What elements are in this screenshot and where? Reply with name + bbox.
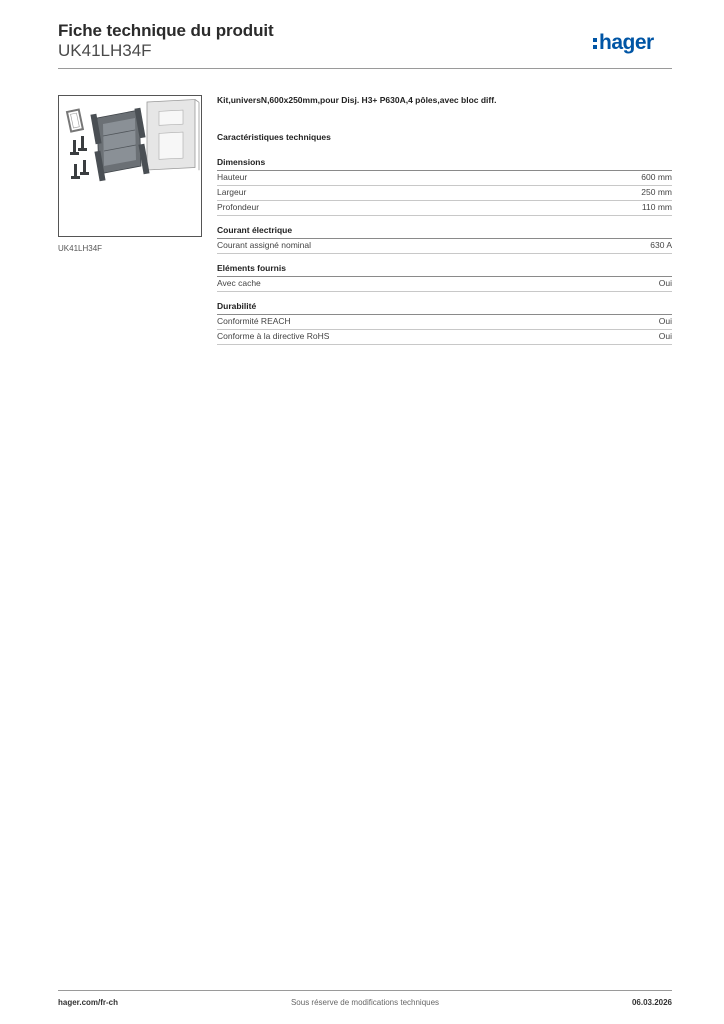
image-caption: UK41LH34F xyxy=(58,244,103,253)
spec-value: Oui xyxy=(658,278,672,288)
section-title: Dimensions xyxy=(217,157,672,171)
spec-label: Courant assigné nominal xyxy=(217,240,312,250)
spec-row xyxy=(217,186,672,201)
section-title: Eléments fournis xyxy=(217,263,672,277)
product-details xyxy=(217,95,672,354)
spec-value: Oui xyxy=(658,316,672,326)
footer-divider xyxy=(58,990,672,991)
spec-row xyxy=(217,171,672,186)
product-description: Kit,universN,600x250mm,pour Disj. H3+ P630A,4 pôles,avec bloc diff. xyxy=(217,95,497,105)
product-illustration xyxy=(59,96,201,236)
spec-row xyxy=(217,315,672,330)
footer-notice: Sous réserve de modifications techniques xyxy=(290,998,440,1007)
spec-label: Conformité REACH xyxy=(217,316,291,326)
hager-logo xyxy=(592,28,672,56)
section-title: Durabilité xyxy=(217,301,672,315)
page-title: Fiche technique du produit xyxy=(58,21,274,40)
logo-text: hager xyxy=(599,31,654,54)
page-header xyxy=(58,20,672,70)
section-supplied xyxy=(217,263,672,292)
footer-date: 06.03.2026 xyxy=(631,998,672,1007)
spec-row xyxy=(217,201,672,216)
spec-label: Conforme à la directive RoHS xyxy=(217,331,330,341)
product-image xyxy=(58,95,202,237)
spec-value: Oui xyxy=(658,331,672,341)
spec-row xyxy=(217,239,672,254)
spec-row xyxy=(217,330,672,345)
tech-heading: Caractéristiques techniques xyxy=(217,132,331,142)
header-divider xyxy=(58,68,672,69)
product-code: UK41LH34F xyxy=(58,41,152,60)
spec-value: 110 mm xyxy=(641,202,672,212)
spec-value: 600 mm xyxy=(641,172,672,182)
spec-row xyxy=(217,277,672,292)
spec-label: Profondeur xyxy=(217,202,260,212)
section-title: Courant électrique xyxy=(217,225,672,239)
spec-value: 630 A xyxy=(650,240,672,250)
spec-value: 250 mm xyxy=(641,187,672,197)
section-current xyxy=(217,225,672,254)
spec-label: Largeur xyxy=(217,187,247,197)
section-dimensions xyxy=(217,157,672,216)
spec-label: Hauteur xyxy=(217,172,248,182)
spec-label: Avec cache xyxy=(217,278,261,288)
footer-website-link[interactable]: hager.com/fr-ch xyxy=(58,998,119,1007)
section-durability xyxy=(217,301,672,345)
